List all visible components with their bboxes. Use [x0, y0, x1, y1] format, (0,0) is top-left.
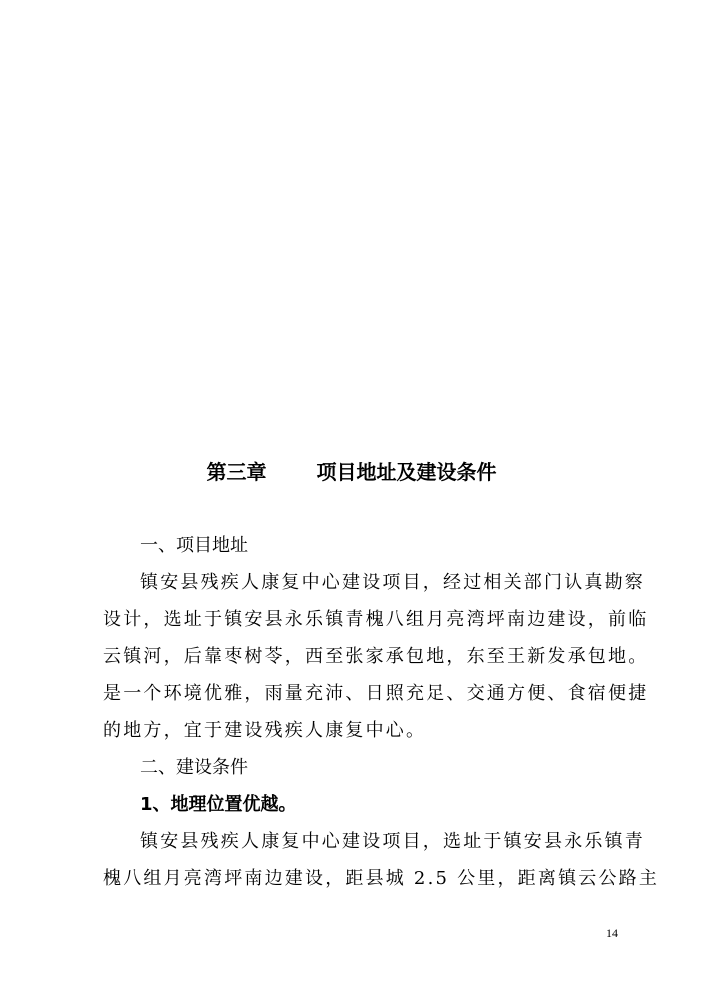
chapter-number: 第三章 [206, 460, 267, 484]
paragraph-line: 是一个环境优雅，雨量充沛、日照充足、交通方便、食宿便捷 [103, 683, 649, 704]
chapter-title [0, 458, 703, 486]
paragraph-line: 镇安县残疾人康复中心建设项目，经过相关部门认真勘察 [140, 572, 645, 593]
subsection-heading: 1、地理位置优越。 [140, 794, 297, 815]
section-heading-location: 一、项目地址 [140, 535, 248, 556]
paragraph-line: 槐八组月亮湾坪南边建设，距县城 2.5 公里，距离镇云公路主 [103, 868, 660, 889]
paragraph-line: 的地方，宜于建设残疾人康复中心。 [103, 720, 427, 741]
chapter-name: 项目地址及建设条件 [316, 460, 497, 484]
paragraph-line: 镇安县残疾人康复中心建设项目，选址于镇安县永乐镇青 [140, 831, 645, 852]
page-number: 14 [606, 926, 618, 940]
paragraph-line: 云镇河，后靠枣树苓，西至张家承包地，东至王新发承包地。 [103, 646, 649, 667]
section-heading-conditions: 二、建设条件 [140, 757, 248, 778]
paragraph-line: 设计，选址于镇安县永乐镇青槐八组月亮湾坪南边建设，前临 [103, 609, 649, 630]
